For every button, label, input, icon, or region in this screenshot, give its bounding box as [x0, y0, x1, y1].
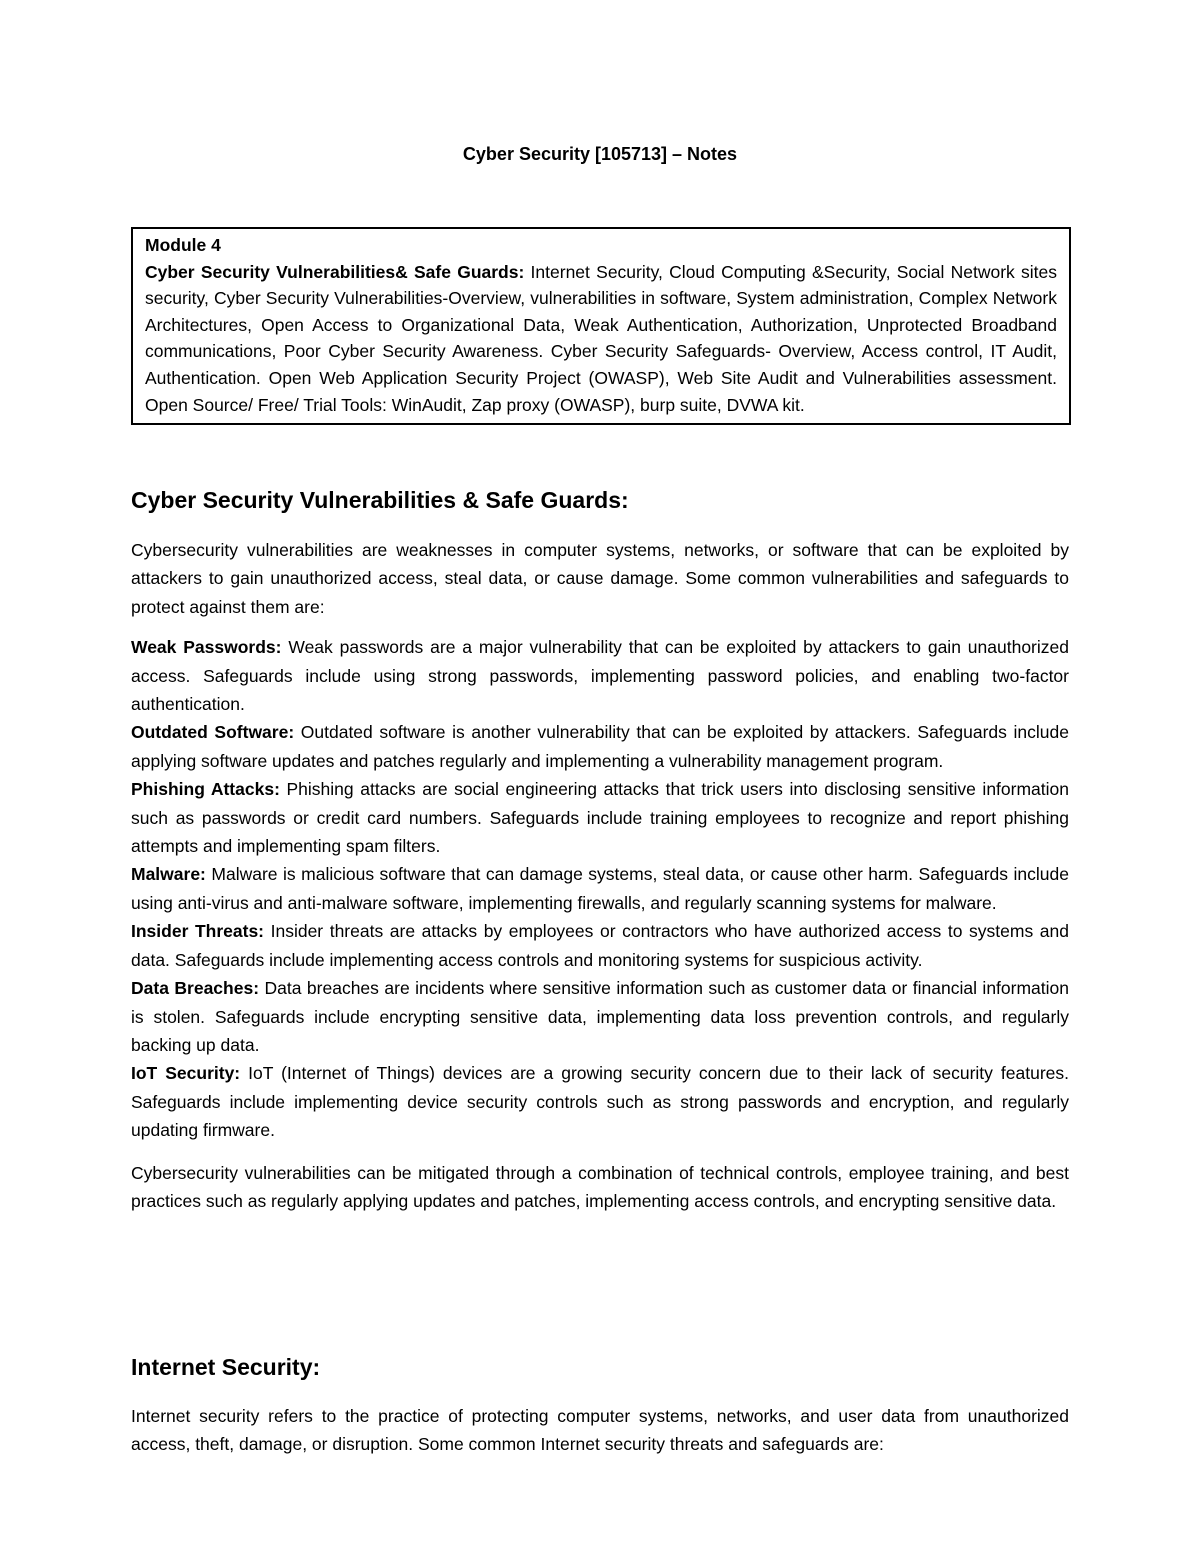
section-vulnerabilities: [131, 486, 1069, 1215]
vulnerability-item-outdated-software: [131, 718, 1069, 775]
vulnerability-description: Insider threats are attacks by employees or contractors who have authorized access to systems and data. Safeguards include implementing access controls and monitoring systems for suspicious activity.: [131, 921, 1069, 970]
vulnerability-description: IoT (Internet of Things) devices are a growing security concern due to their lack of security features. Safeguards include implementing device security controls such as strong passwords and encryption, and regularly updating firmware.: [131, 1063, 1069, 1141]
section-internet-security: [131, 1353, 1069, 1459]
vulnerabilities-conclusion: Cybersecurity vulnerabilities can be mitigated through a combination of technical controls, employee training, and best practices such as regularly applying updates and patches, implementing access controls, and encrypting sensitive data.: [131, 1162, 1069, 1211]
vulnerability-name: IoT Security:: [131, 1063, 241, 1084]
module-label: Module 4: [145, 235, 221, 255]
internet-security-intro: Internet security refers to the practice of protecting computer systems, networks, and user data from unauthorized access, theft, damage, or disruption. Some common Internet security threats and safeguards are:: [131, 1406, 1069, 1455]
section-heading-vulnerabilities: Cyber Security Vulnerabilities & Safe Guards:: [131, 487, 629, 513]
vulnerability-description: Weak passwords are a major vulnerability that can be exploited by attackers to gain unauthorized access. Safeguards include using strong passwords, implementing password policies, and enabling two-factor authentication.: [131, 637, 1069, 715]
vulnerability-item-phishing-attacks: [131, 775, 1069, 860]
vulnerabilities-intro: Cybersecurity vulnerabilities are weaknesses in computer systems, networks, or software that can be exploited by attackers to gain unauthorized access, steal data, or cause damage. Some common vulnerabilities and safeguards to protect against them are:: [131, 540, 1069, 617]
vulnerability-name: Insider Threats:: [131, 921, 265, 942]
vulnerability-description: Malware is malicious software that can damage systems, steal data, or cause other harm. Safeguards include using anti-virus and anti-malware software, implementing firewalls, and regularly scanning systems for malware.: [131, 864, 1069, 913]
vulnerability-name: Malware:: [131, 864, 206, 885]
vulnerability-name: Weak Passwords:: [131, 637, 282, 658]
vulnerability-item-data-breaches: [131, 974, 1069, 1059]
vulnerability-name: Phishing Attacks:: [131, 779, 280, 800]
module-topics: Internet Security, Cloud Computing &Security, Social Network sites security, Cyber Security Vulnerabilities-Overview, vulnerabilities in software, System administration, Complex Network Architectures, Open Access to Organizational Data, Weak Authentication, Authorization, Unprotected Broadband communications, Poor Cyber Security Awareness. Cyber Security Safeguards- Overview, Access control, IT Audit, Authentication. Open Web Application Security Project (OWASP), Web Site Audit and Vulnerabilities assessment. Open Source/ Free/ Trial Tools: WinAudit, Zap proxy (OWASP), burp suite, DVWA kit.: [145, 261, 1058, 415]
vulnerability-description: Phishing attacks are social engineering attacks that trick users into disclosing sensitive information such as passwords or credit card numbers. Safeguards include training employees to recognize and report phishing attempts and implementing spam filters.: [131, 779, 1069, 857]
document-title: Cyber Security [105713] – Notes: [462, 144, 738, 164]
module-summary-box: [131, 227, 1071, 425]
vulnerability-item-weak-passwords: [131, 633, 1069, 718]
vulnerability-item-malware: [131, 860, 1069, 917]
vulnerability-list: [131, 633, 1069, 1144]
vulnerability-description: Outdated software is another vulnerability that can be exploited by attackers. Safeguards include applying software updates and patches regularly and implementing a vulnerability management program.: [131, 722, 1069, 771]
vulnerability-name: Data Breaches:: [131, 978, 260, 999]
section-heading-internet-security: Internet Security:: [131, 1354, 321, 1380]
vulnerability-description: Data breaches are incidents where sensitive information such as customer data or financial information is stolen. Safeguards include encrypting sensitive data, implementing data loss prevention controls, and regularly backing up data.: [131, 978, 1070, 1055]
module-heading: Cyber Security Vulnerabilities& Safe Guards:: [145, 261, 525, 282]
vulnerability-name: Outdated Software:: [131, 722, 295, 743]
vulnerability-item-iot-security: [131, 1059, 1069, 1144]
vulnerability-item-insider-threats: [131, 917, 1069, 974]
